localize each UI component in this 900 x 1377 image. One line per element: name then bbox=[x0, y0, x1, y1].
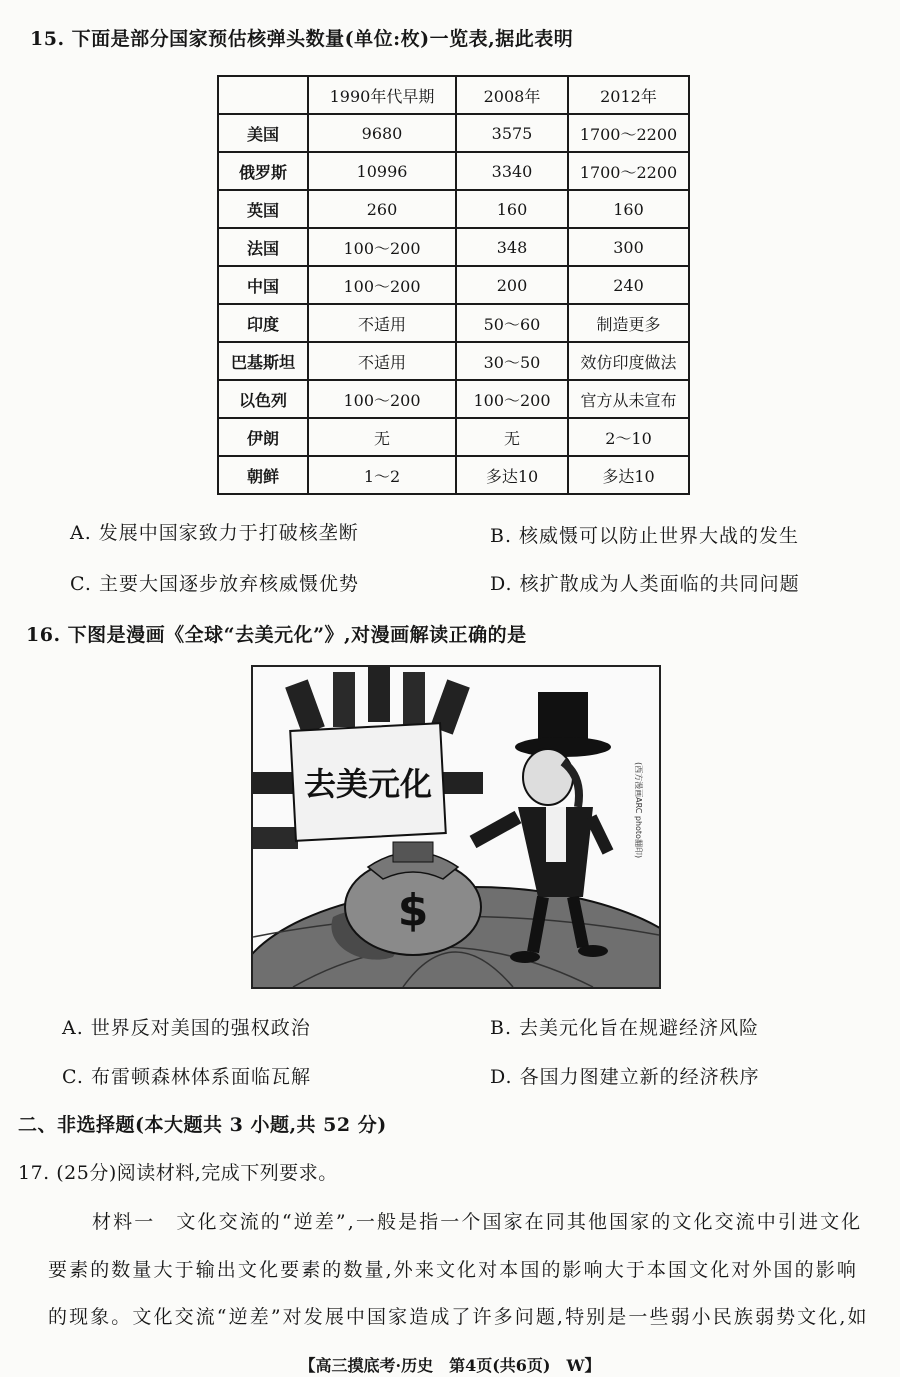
cartoon-de-dollarization bbox=[251, 665, 661, 989]
q16-option-c[interactable]: C. 布雷顿森林体系面临瓦解 bbox=[62, 1066, 311, 1088]
table-cell: 160 bbox=[568, 190, 689, 228]
table-cell: 160 bbox=[456, 190, 568, 228]
table-row bbox=[218, 228, 689, 266]
table-row bbox=[218, 114, 689, 152]
table-cell: 不适用 bbox=[308, 304, 456, 342]
table-header-cell bbox=[218, 76, 308, 114]
table-cell: 不适用 bbox=[308, 342, 456, 380]
q15-option-b[interactable]: B. 核威慑可以防止世界大战的发生 bbox=[490, 525, 800, 547]
table-cell: 3340 bbox=[456, 152, 568, 190]
page-footer: 【高三摸底考·历史 第4页(共6页) W】 bbox=[299, 1356, 601, 1375]
cartoon-sign-text: 去美元化 bbox=[303, 765, 433, 803]
table-cell: 260 bbox=[308, 190, 456, 228]
q15-option-d[interactable]: D. 核扩散成为人类面临的共同问题 bbox=[490, 573, 800, 595]
table-cell: 制造更多 bbox=[568, 304, 689, 342]
table-row bbox=[218, 304, 689, 342]
table-cell: 1700～2200 bbox=[568, 152, 689, 190]
table-row bbox=[218, 380, 689, 418]
table-cell: 多达10 bbox=[568, 456, 689, 494]
table-cell: 100～200 bbox=[308, 380, 456, 418]
table-cell: 9680 bbox=[308, 114, 456, 152]
q16-option-d[interactable]: D. 各国力图建立新的经济秩序 bbox=[490, 1066, 760, 1088]
table-header-cell: 1990年代早期 bbox=[308, 76, 456, 114]
q17-material-line-2: 要素的数量大于输出文化要素的数量,外来文化对本国的影响大于本国文化对外国的影响 bbox=[48, 1259, 858, 1281]
country-cell: 中国 bbox=[218, 266, 308, 304]
table-cell: 100～200 bbox=[308, 228, 456, 266]
table-cell: 1～2 bbox=[308, 456, 456, 494]
section-heading: 二、非选择题(本大题共 3 小题,共 52 分) bbox=[18, 1114, 387, 1136]
country-cell: 俄罗斯 bbox=[218, 152, 308, 190]
table-row bbox=[218, 342, 689, 380]
table-row bbox=[218, 456, 689, 494]
q15-option-c[interactable]: C. 主要大国逐步放弃核威慑优势 bbox=[70, 573, 359, 595]
country-cell: 巴基斯坦 bbox=[218, 342, 308, 380]
table-header-row bbox=[218, 76, 689, 114]
cartoon-illustration bbox=[253, 667, 659, 987]
cartoon-side-caption: (西方漫画ARC photo翻印) bbox=[634, 762, 643, 859]
table-row bbox=[218, 152, 689, 190]
table-cell: 多达10 bbox=[456, 456, 568, 494]
table-cell: 无 bbox=[308, 418, 456, 456]
q15-option-a[interactable]: A. 发展中国家致力于打破核垄断 bbox=[70, 522, 359, 544]
table-cell: 2～10 bbox=[568, 418, 689, 456]
q17-material-line-1: 材料一 文化交流的“逆差”,一般是指一个国家在同其他国家的文化交流中引进文化 bbox=[92, 1211, 863, 1233]
q16-title: 16. 下图是漫画《全球“去美元化”》,对漫画解读正确的是 bbox=[26, 624, 527, 646]
table-cell: 无 bbox=[456, 418, 568, 456]
q16-option-b[interactable]: B. 去美元化旨在规避经济风险 bbox=[490, 1017, 760, 1039]
q15-title: 15. 下面是部分国家预估核弹头数量(单位:枚)一览表,据此表明 bbox=[30, 28, 574, 50]
q17-material-line-3: 的现象。文化交流“逆差”对发展中国家造成了许多问题,特别是一些弱小民族弱势文化,如 bbox=[48, 1306, 869, 1328]
table-header-cell: 2008年 bbox=[456, 76, 568, 114]
table-row bbox=[218, 418, 689, 456]
table-cell: 200 bbox=[456, 266, 568, 304]
table-row bbox=[218, 266, 689, 304]
table-cell: 1700～2200 bbox=[568, 114, 689, 152]
country-cell: 朝鲜 bbox=[218, 456, 308, 494]
table-row bbox=[218, 190, 689, 228]
table-cell: 240 bbox=[568, 266, 689, 304]
table-cell: 100～200 bbox=[308, 266, 456, 304]
table-cell: 官方从未宣布 bbox=[568, 380, 689, 418]
warhead-table bbox=[217, 75, 690, 495]
table-cell: 348 bbox=[456, 228, 568, 266]
q17-title: 17. (25分)阅读材料,完成下列要求。 bbox=[18, 1162, 338, 1184]
q16-option-a[interactable]: A. 世界反对美国的强权政治 bbox=[62, 1017, 311, 1039]
table-cell: 效仿印度做法 bbox=[568, 342, 689, 380]
table-cell: 3575 bbox=[456, 114, 568, 152]
table-cell: 50～60 bbox=[456, 304, 568, 342]
country-cell: 英国 bbox=[218, 190, 308, 228]
country-cell: 以色列 bbox=[218, 380, 308, 418]
table-cell: 10996 bbox=[308, 152, 456, 190]
dollar-sign-icon: $ bbox=[397, 885, 429, 936]
table-cell: 100～200 bbox=[456, 380, 568, 418]
table-cell: 300 bbox=[568, 228, 689, 266]
country-cell: 法国 bbox=[218, 228, 308, 266]
country-cell: 美国 bbox=[218, 114, 308, 152]
country-cell: 印度 bbox=[218, 304, 308, 342]
table-header-cell: 2012年 bbox=[568, 76, 689, 114]
country-cell: 伊朗 bbox=[218, 418, 308, 456]
table-cell: 30～50 bbox=[456, 342, 568, 380]
